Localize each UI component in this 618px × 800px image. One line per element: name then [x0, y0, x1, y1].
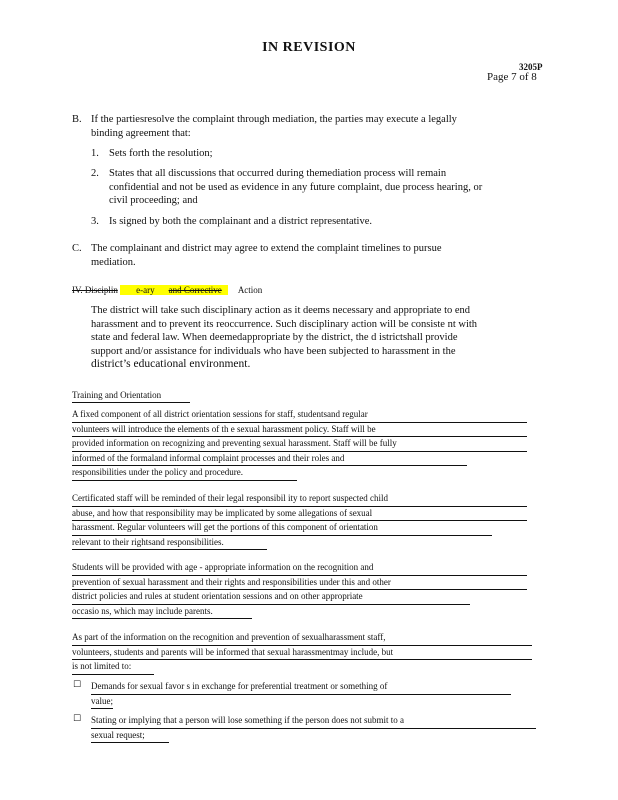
- heading-text: Action: [237, 285, 263, 295]
- highlighted-text: [120, 285, 228, 295]
- policy-number: 3205P: [519, 62, 543, 72]
- section-b-item-num: 1.: [91, 148, 99, 159]
- bullet-item: [91, 680, 511, 709]
- paragraph-line: A fixed component of all district orientation sessions for staff, studentsand regular: [72, 408, 527, 423]
- section-iv-paragraph: [91, 304, 526, 372]
- page-indicator: Page 7 of 8: [487, 71, 537, 83]
- heading-text: IV. Disciplin: [72, 285, 118, 295]
- section-b-line: binding agreement that:: [91, 127, 191, 139]
- paragraph-line: state and federal law. When deemedappropriate by the district, the d istrictshall provide: [91, 332, 458, 343]
- section-b-line: If the partiesresolve the complaint through mediation, the parties may execute a legally: [91, 114, 457, 125]
- bullet-line: sexual request;: [91, 729, 169, 744]
- paragraph-line: support and/or assistance for individuals who have been subjected to harassment in the: [91, 345, 456, 357]
- paragraph-line: harassment. Regular volunteers will get the portions of this component of orientation: [72, 521, 492, 536]
- paragraph-line: Certificated staff will be reminded of their legal responsibil ity to report suspected child: [72, 492, 527, 507]
- bullet-line: Stating or implying that a person will lose something if the person does not submit to a: [91, 714, 536, 729]
- heading-text: and Corrective: [168, 285, 222, 295]
- section-c-letter: C.: [72, 243, 82, 254]
- training-paragraph-2: [72, 492, 527, 550]
- item-line: civil proceeding; and: [109, 195, 198, 206]
- training-paragraph-3: [72, 561, 527, 619]
- bullet-line: Demands for sexual favor s in exchange for preferential treatment or something of: [91, 680, 511, 695]
- section-b-item-text: [109, 167, 539, 208]
- paragraph-line: harassment and to prevent its reoccurrence. Such disciplinary action will be consiste nt with: [91, 318, 478, 330]
- training-heading: Training and Orientation: [72, 389, 190, 403]
- section-b-item-text: Is signed by both the complainant and a district representative.: [109, 216, 373, 227]
- checkbox-icon: ☐: [73, 714, 82, 724]
- section-c-line: The complainant and district may agree to extend the complaint timelines to pursue: [91, 243, 442, 254]
- document-status-title: IN REVISION: [262, 40, 356, 55]
- paragraph-line: abuse, and how that responsibility may be implicated by some allegations of sexual: [72, 507, 527, 522]
- checkbox-icon: ☐: [73, 680, 82, 690]
- section-b-item-num: 3.: [91, 216, 99, 227]
- paragraph-line: Students will be provided with age - appropriate information on the recognition and: [72, 561, 527, 576]
- paragraph-line: As part of the information on the recognition and prevention of sexualharassment staff,: [72, 631, 532, 646]
- paragraph-line: responsibilities under the policy and procedure.: [72, 466, 297, 481]
- heading-text: e-ary: [136, 285, 155, 295]
- section-c-text: [91, 242, 491, 269]
- section-b-text: [91, 113, 507, 140]
- training-paragraph-1: [72, 408, 527, 481]
- section-b-item-text: Sets forth the resolution;: [109, 148, 213, 159]
- section-c-line: mediation.: [91, 256, 136, 268]
- paragraph-line: occasio ns, which may include parents.: [72, 605, 252, 620]
- section-b-item-num: 2.: [91, 168, 99, 179]
- paragraph-line: is not limited to:: [72, 660, 154, 675]
- paragraph-line: provided information on recognizing and preventing sexual harassment. Staff will be fully: [72, 437, 527, 452]
- paragraph-line: district policies and rules at student orientation sessions and on other appropriate: [72, 590, 470, 605]
- section-iv-heading: [72, 284, 262, 297]
- item-line: confidential and not be used as evidence in any future complaint, due process hearing, or: [109, 181, 483, 193]
- bullet-line: value;: [91, 695, 113, 710]
- training-paragraph-4: [72, 631, 532, 675]
- item-line: States that all discussions that occurred during themediation process will remain: [109, 168, 447, 179]
- bullet-item: [91, 714, 536, 743]
- paragraph-line: volunteers will introduce the elements of th e sexual harassment policy. Staff will be: [72, 423, 527, 438]
- paragraph-line: relevant to their rightsand responsibilities.: [72, 536, 267, 551]
- paragraph-line: prevention of sexual harassment and their rights and responsibilities under this and other: [72, 576, 527, 591]
- paragraph-line: informed of the formaland informal complaint processes and their roles and: [72, 452, 467, 467]
- paragraph-line: district’s educational environment.: [91, 358, 251, 370]
- paragraph-line: The district will take such disciplinary action as it deems necessary and appropriate to end: [91, 305, 471, 316]
- section-b-letter: B.: [72, 114, 82, 125]
- paragraph-line: volunteers, students and parents will be informed that sexual harassmentmay include, but: [72, 646, 532, 661]
